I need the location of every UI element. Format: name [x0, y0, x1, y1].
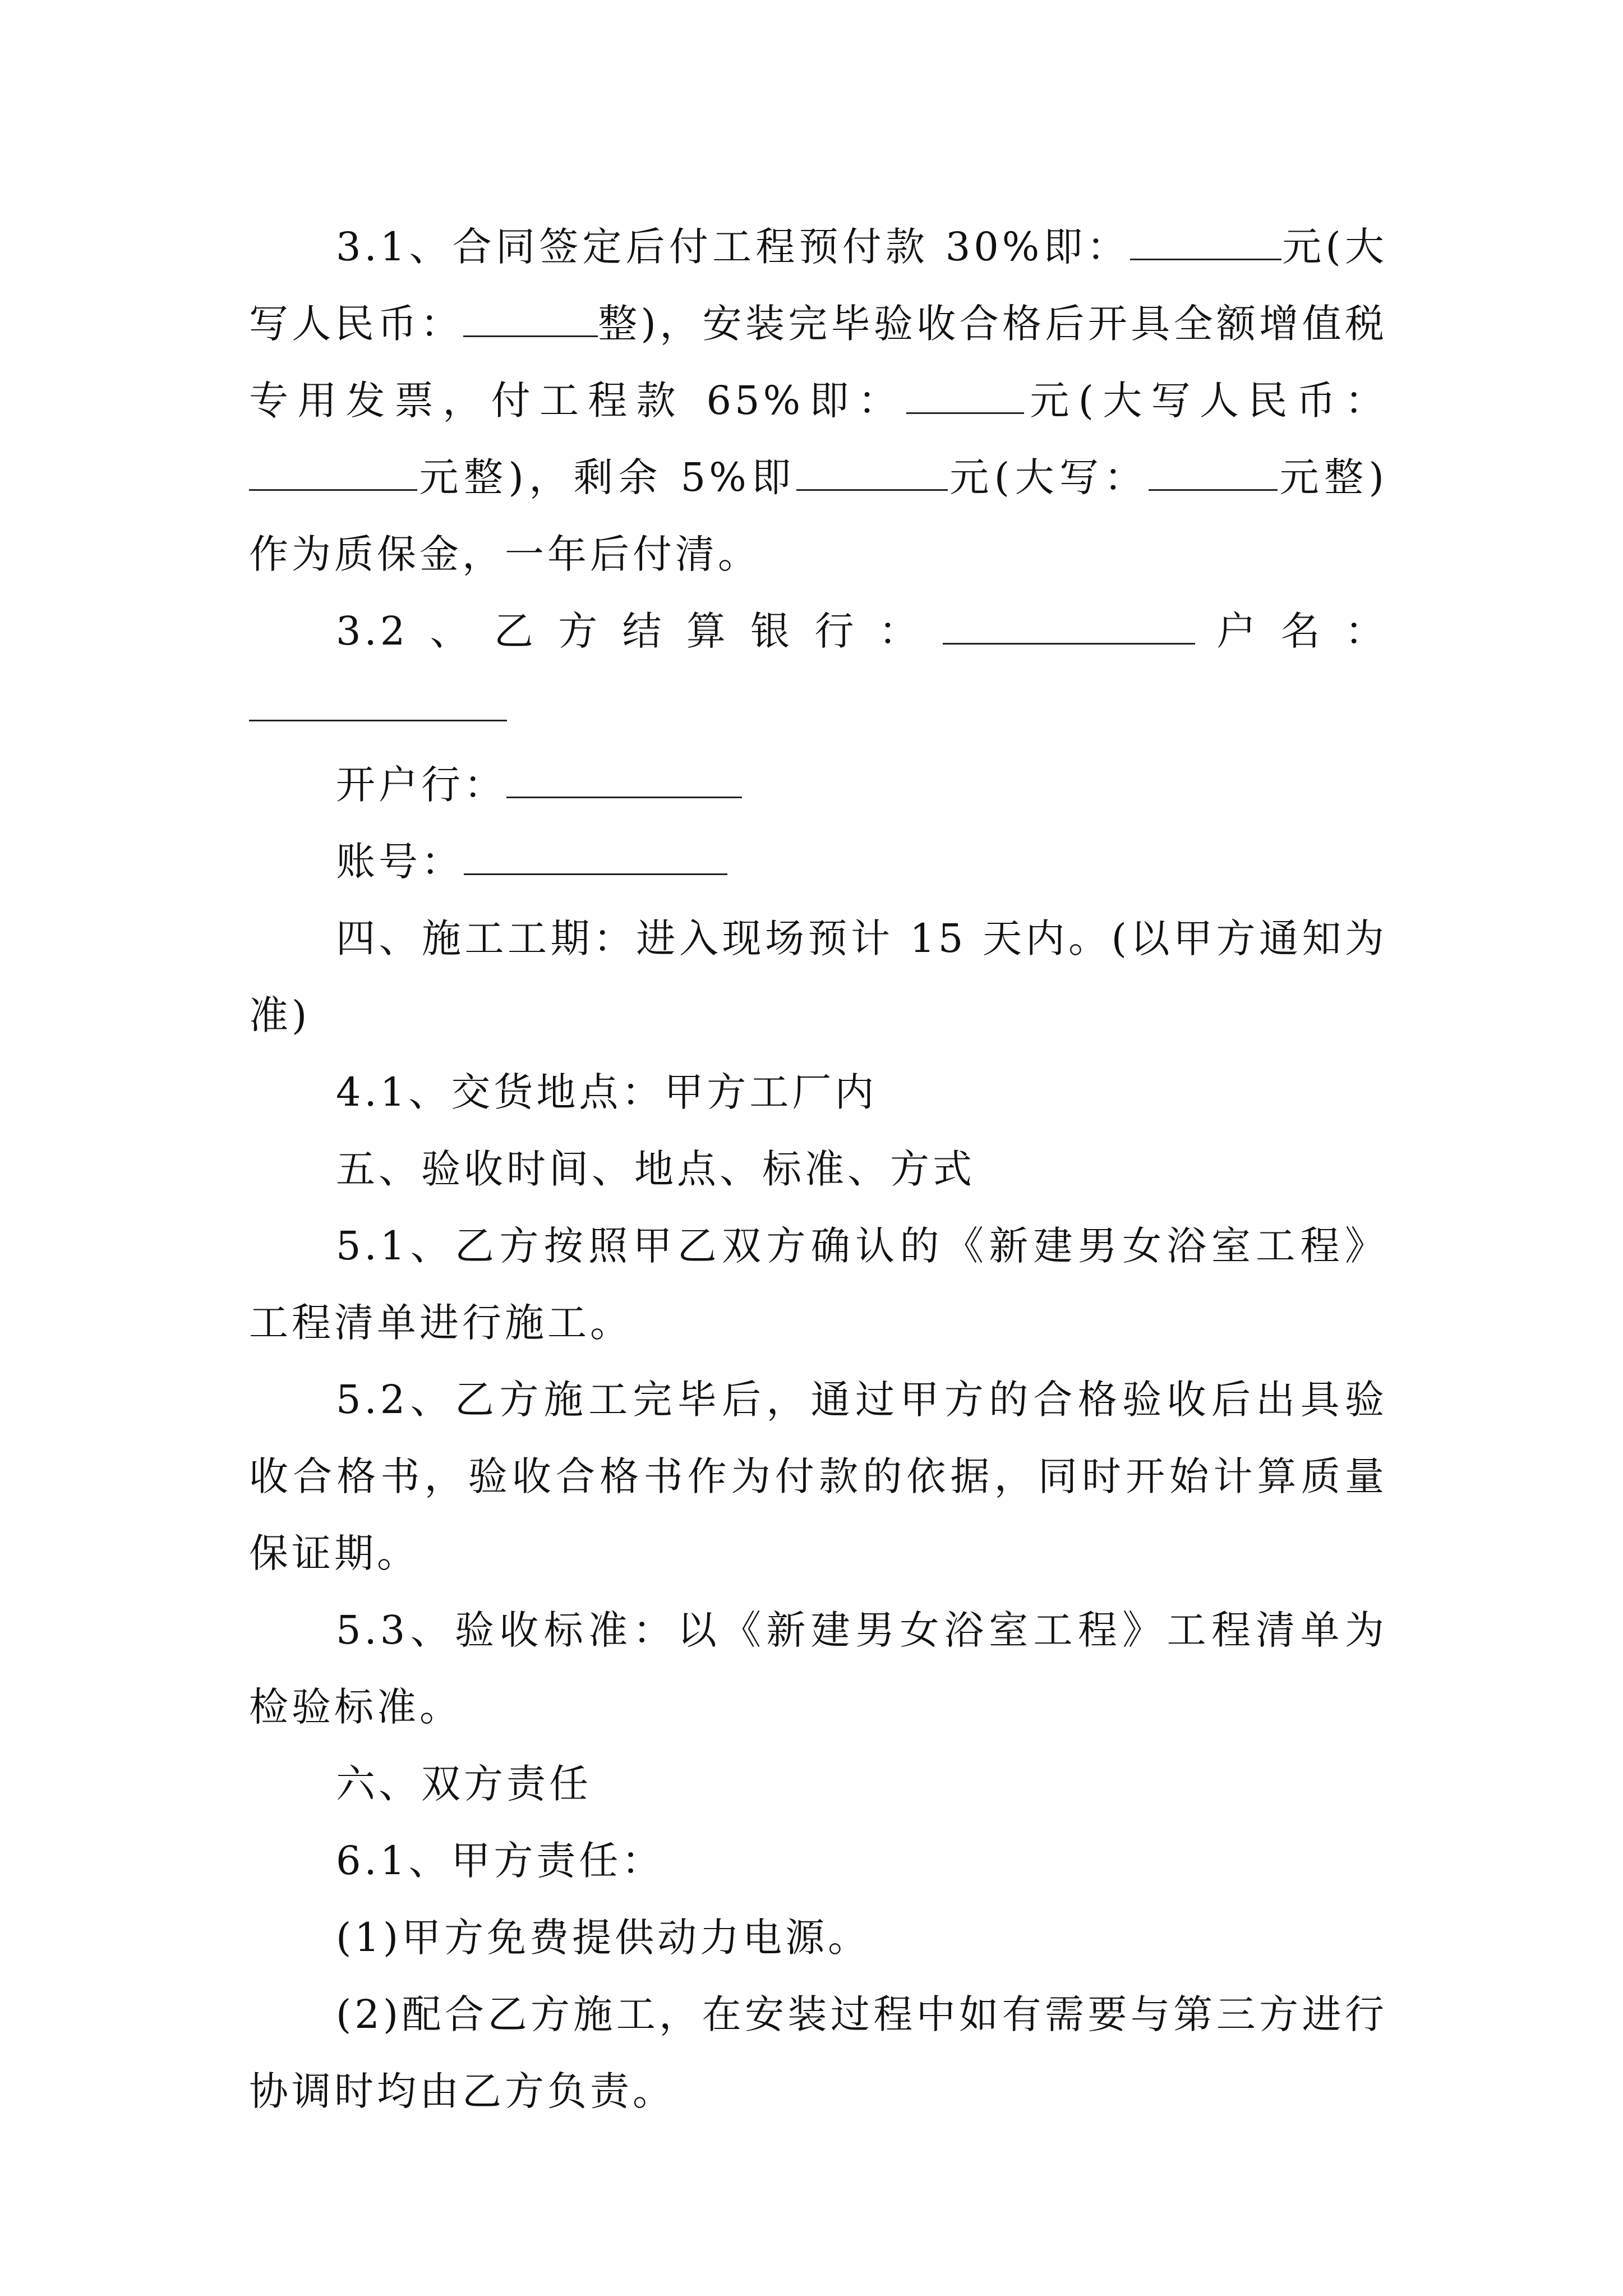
contract-body	[249, 209, 1387, 2130]
blank-field	[506, 762, 742, 798]
blank-field	[249, 685, 507, 721]
clause-5-2: 5.2、乙方施工完毕后，通过甲方的合格验收后出具验收合格书，验收合格书作为付款的依据，同时开始计算质量保证期。	[249, 1377, 1387, 1576]
blank-field	[463, 301, 598, 337]
clause-5-1: 5.1、乙方按照甲乙双方确认的《新建男女浴室工程》工程清单进行施工。	[249, 1223, 1387, 1346]
clause-3-1-text-f: 元(大写人民币：	[1024, 378, 1387, 424]
clause-3-1-text-b: 元(大写	[249, 224, 1387, 347]
clause-6-1: 6.1、甲方责任：	[336, 1838, 665, 1884]
blank-field	[1149, 454, 1278, 491]
account-name-label: 户名：	[1195, 608, 1387, 654]
clause-3-1	[249, 209, 1387, 593]
clause-6-1-item-2: (2)配合乙方施工，在安装过程中如有需要与第三方进行协调时均由乙方负责。	[249, 1991, 1387, 2114]
clause-3-2-bank	[249, 593, 1387, 747]
blank-field	[249, 454, 417, 491]
account-label: 账号：	[336, 839, 464, 885]
blank-field	[464, 839, 727, 875]
clause-4-1: 4.1、交货地点：甲方工厂内	[336, 1069, 878, 1115]
blank-field	[943, 608, 1195, 645]
clause-3-1-text-c: 人民币：	[292, 301, 463, 347]
clause-3-1-text-h: 元(大写：	[947, 454, 1149, 500]
clause-5-3: 5.3、验收标准：以《新建男女浴室工程》工程清单为检验标准。	[249, 1607, 1387, 1730]
section-6-title: 六、双方责任	[336, 1761, 592, 1807]
blank-field	[796, 454, 948, 491]
blank-field	[906, 378, 1024, 414]
clause-3-1-text-a: 3.1、合同签定后付工程预付款 30%即：	[336, 224, 1130, 270]
section-4-title: 四、施工工期：进入现场预计 15 天内。(以甲方通知为准)	[249, 915, 1387, 1038]
clause-6-1-item-1: (1)甲方免费提供动力电源。	[336, 1915, 871, 1961]
blank-field	[1130, 224, 1281, 260]
bank-label: 3.2、乙方结算银行：	[336, 608, 943, 654]
clause-3-2-account	[249, 823, 1387, 900]
branch-label: 开户行：	[336, 762, 506, 808]
clause-3-1-text-i: 元整)作为质保金，	[249, 454, 1387, 577]
clause-3-1-text-e: 专用发票，付工程款 65%即：	[249, 378, 907, 424]
clause-3-1-text-j: 一年后付清。	[505, 531, 760, 577]
clause-3-2-branch	[249, 747, 1387, 823]
section-5-title: 五、验收时间、地点、标准、方式	[336, 1146, 975, 1192]
clause-3-1-text-d: 整)，安装完毕验收合格后开具全额增值税	[597, 301, 1388, 347]
clause-3-1-text-g: 元整)，剩余 5%即	[417, 454, 796, 500]
